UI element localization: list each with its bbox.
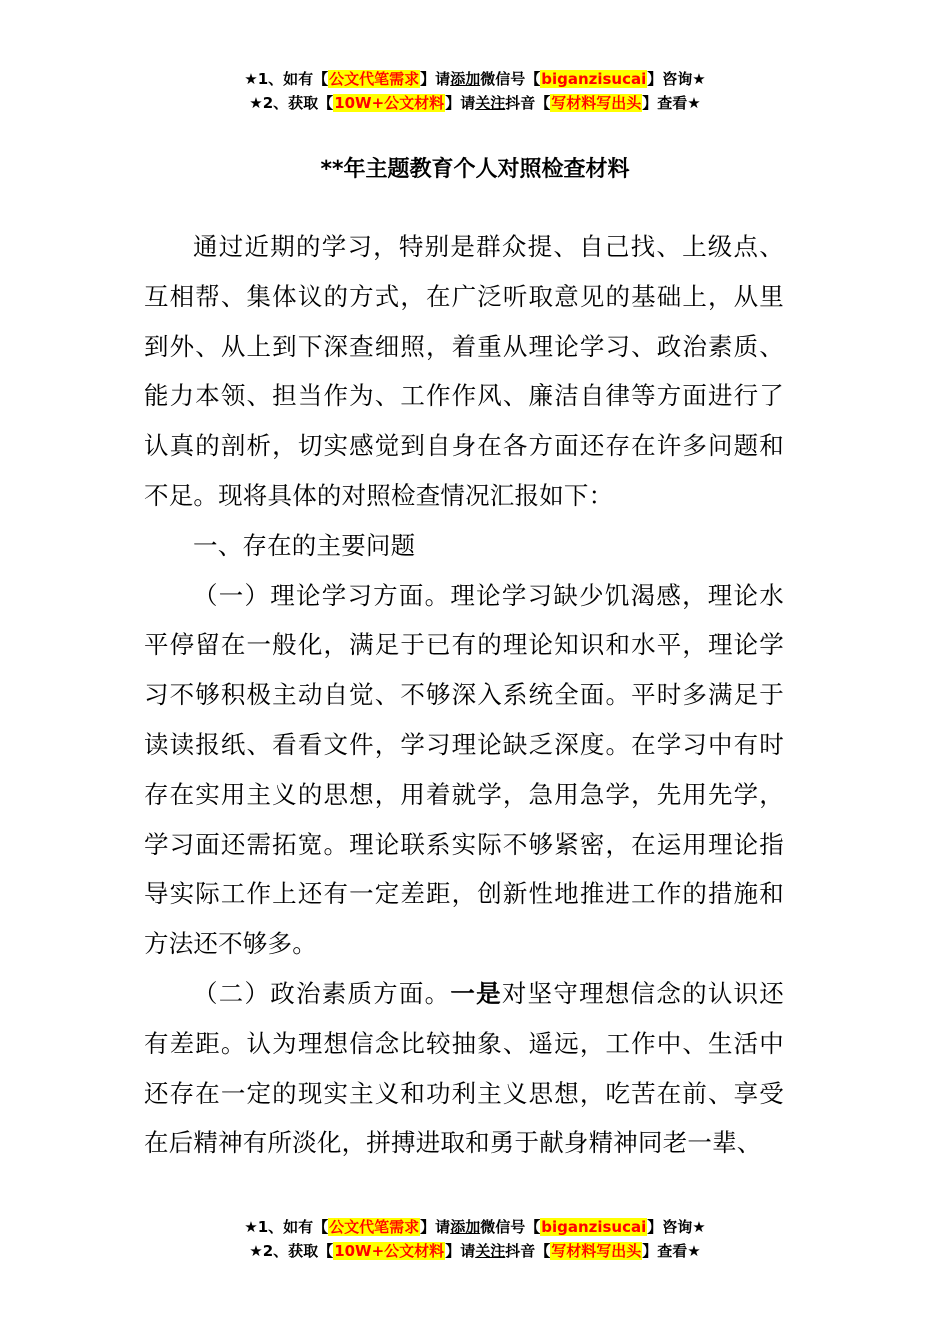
footer-banner [0, 1215, 950, 1263]
paragraph-theory-study: （一）理论学习方面。理论学习缺少饥渴感，理论水平停留在一般化，满足于已有的理论知识和水平，理论学习不够积极主动自觉、不够深入系统全面。平时多满足于读读报纸、看看文件，学习理论缺乏深度。在学习中有时存在实用主义的思想，用着就学，急用急学，先用先学，学习面还需拓宽。理论联系实际不够紧密，在运用理论指导实际工作上还有一定差距，创新性地推进工作的措施和方法还不够多。 [144, 580, 784, 959]
highlight-materials: 10W+公文材料 [334, 1242, 445, 1260]
section-heading-problems: 一、存在的主要问题 [193, 530, 416, 560]
highlight-materials: 10W+公文材料 [334, 94, 445, 112]
highlight-wechat-id: biganzisucai [541, 1218, 647, 1236]
paragraph-intro: 通过近期的学习，特别是群众提、自己找、上级点、互相帮、集体议的方式，在广泛听取意见的基础上，从里到外、从上到下深查细照，着重从理论学习、政治素质、能力本领、担当作为、工作作风、廉洁自律等方面进行了认真的剖析，切实感觉到自身在各方面还存在许多问题和不足。现将具体的对照检查情况汇报如下： [144, 232, 784, 510]
highlight-service: 公文代笔需求 [329, 70, 420, 88]
highlight-douyin-id: 写材料写出头 [551, 1242, 642, 1260]
highlight-service: 公文代笔需求 [329, 1218, 420, 1236]
header-banner [0, 67, 950, 115]
highlight-douyin-id: 写材料写出头 [551, 94, 642, 112]
banner-line-2: ★2、获取【10W+公文材料】请关注抖音【写材料写出头】查看★ [249, 94, 701, 112]
document-title: **年主题教育个人对照检查材料 [320, 157, 630, 182]
banner-line-2: ★2、获取【10W+公文材料】请关注抖音【写材料写出头】查看★ [249, 1242, 701, 1260]
paragraph-political-quality: （二）政治素质方面。一是对坚守理想信念的认识还有差距。认为理想信念比较抽象、遥远，工作中、生活中还存在一定的现实主义和功利主义思想，吃苦在前、享受在后精神有所淡化，拼搏进取和勇于献身精神同老一辈、 [144, 978, 784, 1158]
banner-line-1: ★1、如有【公文代笔需求】请添加微信号【biganzisucai】咨询★ [244, 1218, 706, 1236]
highlight-wechat-id: biganzisucai [541, 70, 647, 88]
document-body [144, 222, 784, 1168]
banner-line-1: ★1、如有【公文代笔需求】请添加微信号【biganzisucai】咨询★ [244, 70, 706, 88]
